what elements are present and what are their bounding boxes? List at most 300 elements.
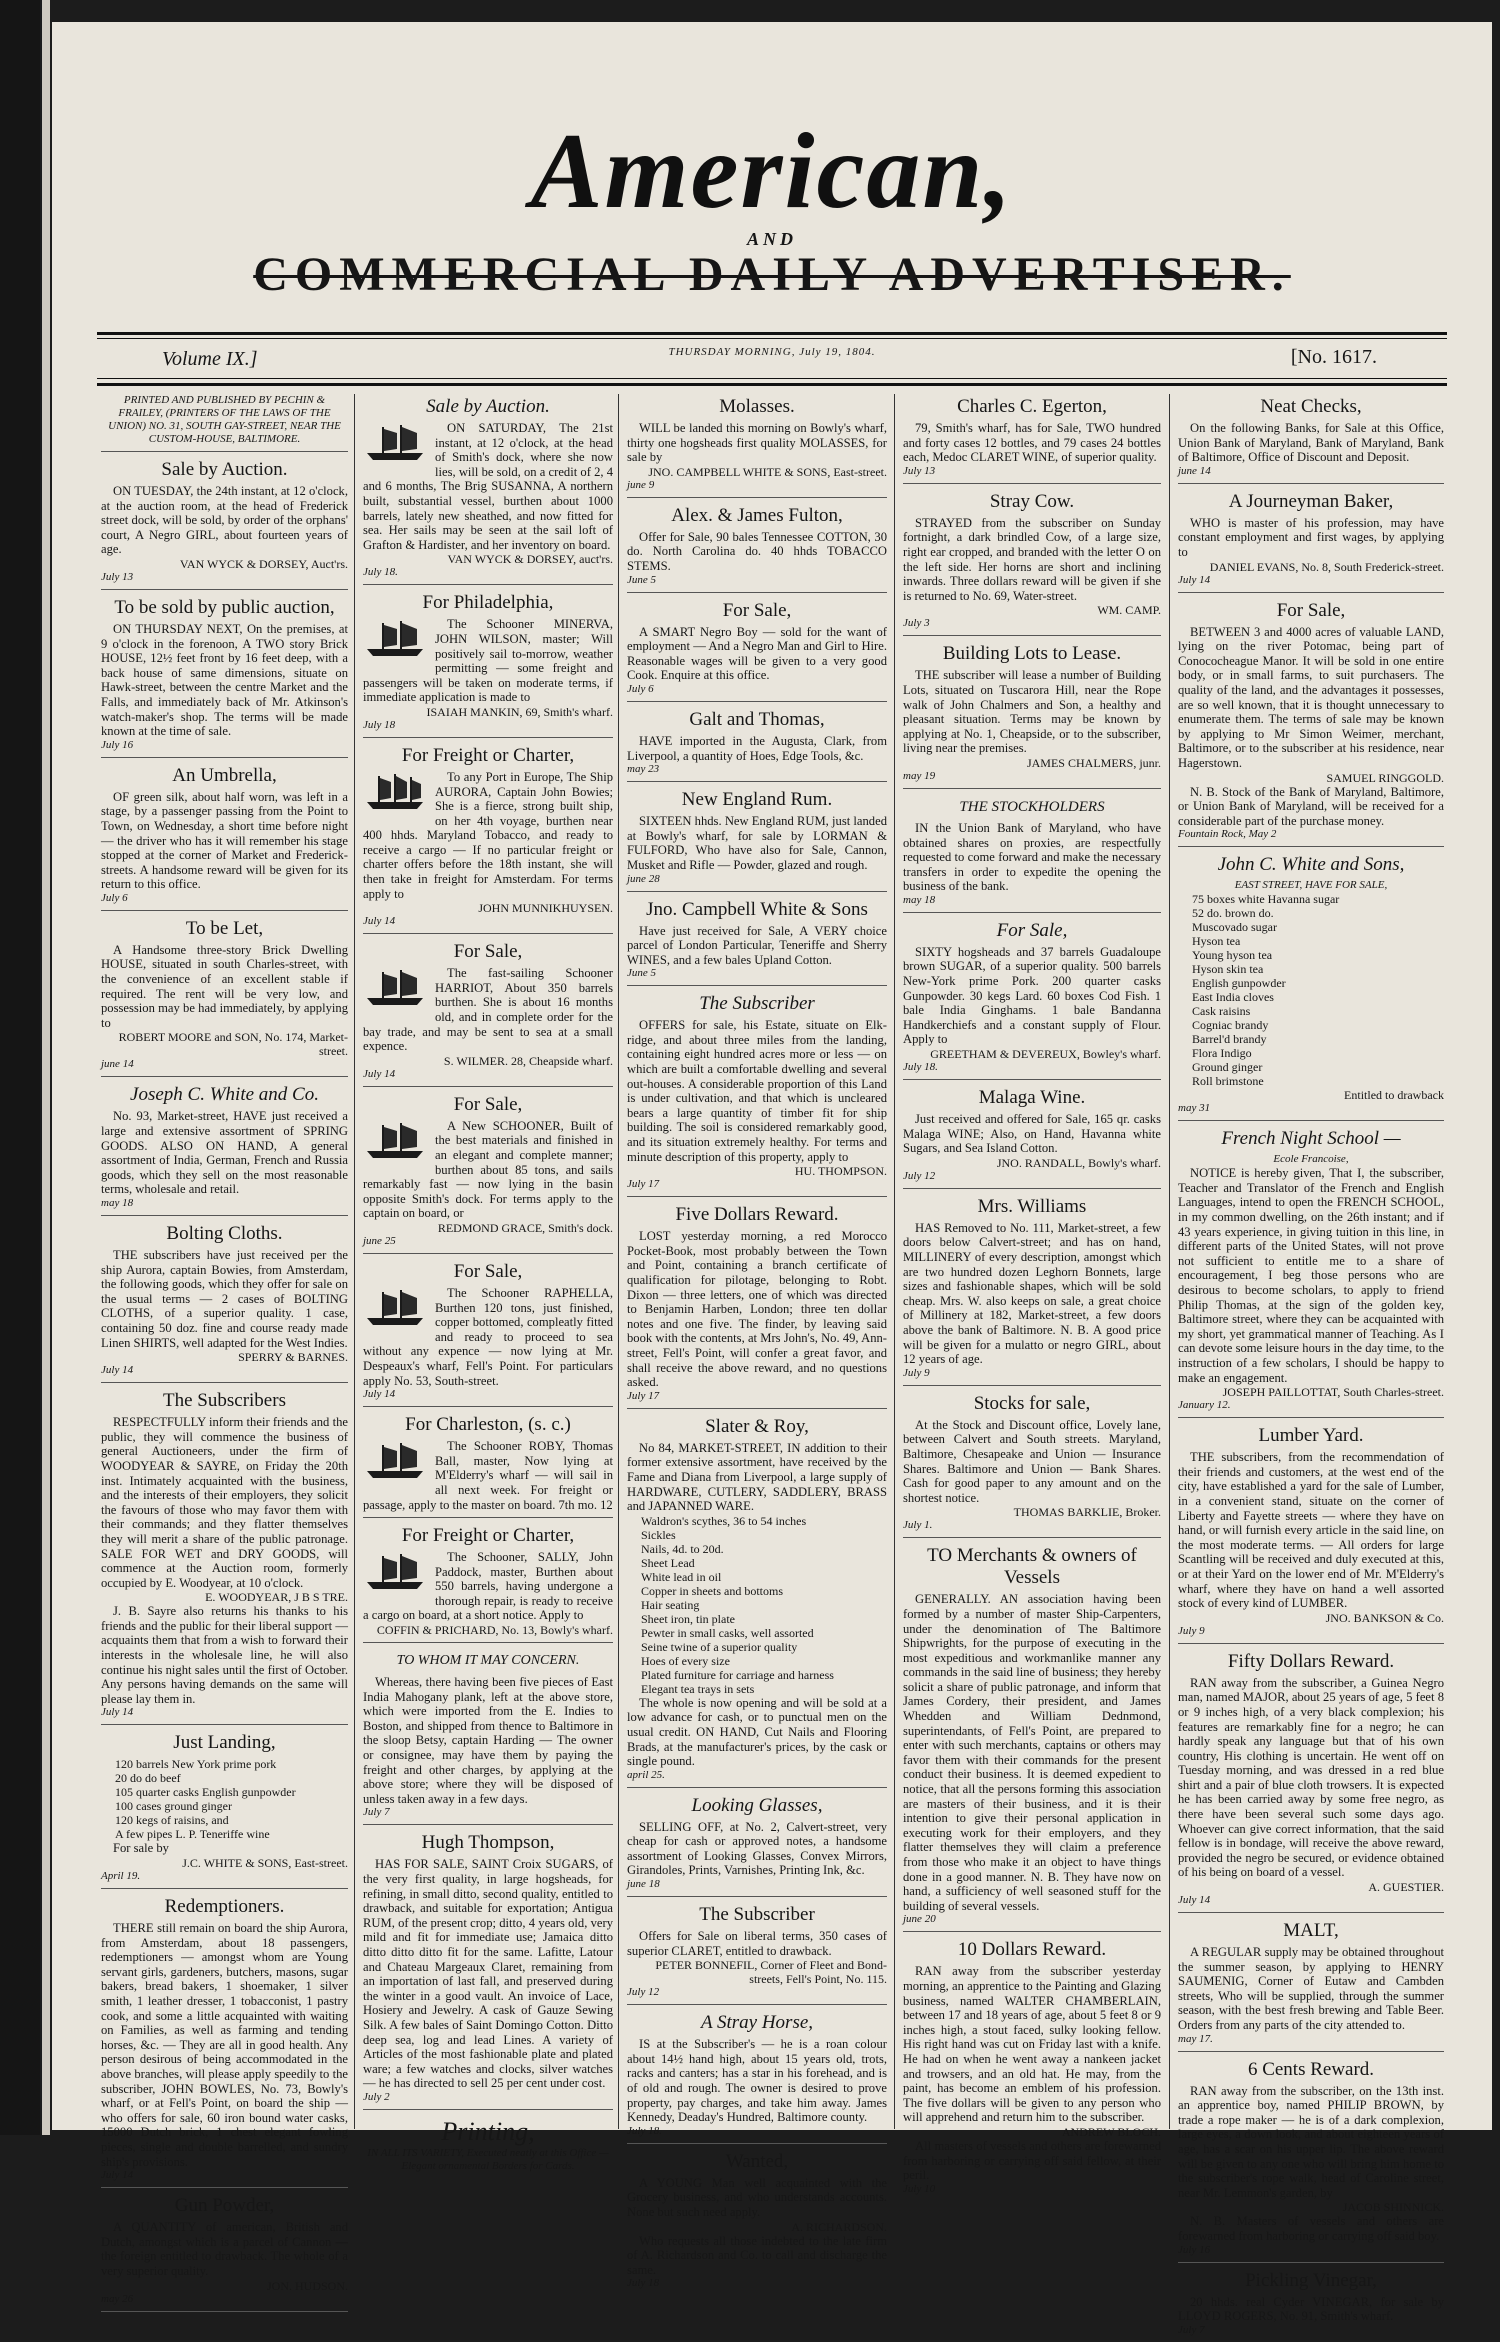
ad-signature: ROBERT MOORE and SON, No. 174, Market-street. <box>118 1030 348 1059</box>
ad-heading: Slater & Roy, <box>705 1415 809 1437</box>
ad-body: IN ALL ITS VARIETY, Executed neatly at this Office — Elegant ornamental Borders for Cards. <box>367 2146 609 2172</box>
column-2 <box>359 394 617 2172</box>
ad-french-school <box>1178 1128 1444 1418</box>
ad-body: THE subscribers, from the recommendation of their friends and customers, at the west end of the city, have established a yard for the sale of Lumber, in a convenient stand, situate on the corner of Liberty and Fayette streets — where they have on hand, or will furnish every article in the said line, on the most moderate terms. — All orders for large Scantling will be received and duly executed at this, or at their Yard on the lower end of Mr. M'Elderry's wharf, where they have on hand a well assorted stock of every kind of LUMBER. <box>1178 1450 1444 1611</box>
ad-heading: Gun Powder, <box>174 2195 275 2217</box>
ad-heading: For Philadelphia, <box>422 592 554 614</box>
ad-heading: Sale by Auction. <box>426 396 550 417</box>
ad-body: GENERALLY. AN association having been formed by a number of master Ship-Carpenters, under the denomination of The Baltimore Shipwrights, for the purpose of executing in the most expeditious and workmanlike manner any commands in the said line of business; they hereby solicit a share of public patronage, and inform that James Cordery, their president, and James Whedden and William Dednmond, superintendants, of Fell's Point, are prepared to enter with such merchants, captains or others may favor them with their commands for the present conduct their business. It is deemed expedient to notice, that all the persons forming this association are masters of their business, and it is their intention to give their personal application in executing work for their employers, and they flatter themselves they will claim a preference from those who make it an object to have things done in a good manner. N. B. They have now on hand, a sufficiency of well seasoned stuff for the building of several vessels. <box>903 1592 1161 1913</box>
ad-umbrella <box>101 765 348 911</box>
ship-icon <box>363 1288 429 1328</box>
ad-note: J. B. Sayre also returns his thanks to his friends and the public for their liberal support — acquaints them that from a wish to forward their interests in the wholesale line, he will also continue his night sales until the first of October. Any persons having demands on the same will please lay them in. <box>101 1604 348 1706</box>
dateline <box>97 344 1447 374</box>
imprint-text: PRINTED AND PUBLISHED BY PECHIN & FRAILEY, (PRINTERS OF THE LAWS OF THE UNION) NO. 31, SOUTH GAY-STREET, NEAR THE CUSTOM-HOUSE, BALTIMORE. <box>108 394 341 445</box>
ad-heading: Alex. & James Fulton, <box>671 504 843 526</box>
ad-new-schooner <box>363 1094 613 1254</box>
ad-body: THERE still remain on board the ship Aurora, from Amsterdam, about 18 passengers, redemptioners — amongst whom are Young servant girls, gardeners, butchers, masons, sugar bakers, bread bakers, 1 shoemaker, 1 silver smith, 1 leather dresser, 1 tobacconist, 1 pastry cook, and some a little acquainted with waiting on Families, as well as farming and tending horses, &c. — They are all in good health. Any person desirous of being accommodated in the above branches, will please apply speedily to the subscriber, JOHN BOWLES, No. 73, Bowly's wharf, or at Fell's Point, on board the ship — who offers for sale, 60 iron bound water casks, 15000 Dutch brick, 1 chest elegant fowling pieces, single and double barrelled, and sundry ship's provisions. <box>101 1921 348 2169</box>
ad-heading: Bolting Cloths. <box>166 1223 283 1244</box>
ad-heading: Looking Glasses, <box>691 1794 823 1816</box>
ship-icon <box>363 1441 429 1481</box>
ad-heading: Stocks for sale, <box>973 1392 1091 1414</box>
ad-egerton <box>903 396 1161 484</box>
ad-date: January 12. <box>1178 1399 1231 1412</box>
ad-date: may 26 <box>101 2292 134 2305</box>
ad-date: July 14 <box>101 1706 134 1719</box>
ad-heading: To be Let, <box>185 917 264 939</box>
list-item: Cogniac brandy <box>1192 1018 1269 1033</box>
ad-date: July 18 <box>627 2277 660 2290</box>
ship-icon <box>363 619 429 659</box>
list-item: Sheet iron, tin plate <box>641 1611 735 1626</box>
ad-body: OFFERS for sale, his Estate, situate on Elk-ridge, and about three miles from the landing, containing eight hundred acres more or less — on which are built a comfortable dwelling and several out-houses. A considerable proportion of this Land is under cultivation, and that which is uncleared bears a large quantity of timber fit for ship building. The soil is considered remarkably good, and its situation extremely healthy. For terms and minute description of this property, apply to <box>627 1018 887 1164</box>
ad-stockholders <box>903 796 1161 913</box>
ad-signature: PETER BONNEFIL, Corner of Fleet and Bond-streets, Fell's Point, No. 115. <box>655 1958 887 1987</box>
ad-five-dollars-reward <box>627 1204 887 1409</box>
ad-heading: Fifty Dollars Reward. <box>1227 1650 1395 1672</box>
ad-date: July 10 <box>903 2182 936 2195</box>
ad-heading: The Subscriber <box>699 993 815 1015</box>
ad-heading: Five Dollars Reward. <box>675 1204 839 1226</box>
ad-body: WHO is master of his profession, may have constant employment and first wages, by applying to <box>1178 515 1444 559</box>
issue-number: [No. 1617. <box>1290 346 1377 368</box>
ad-hugh-thompson <box>363 1832 613 2110</box>
volume-label: Volume IX.] <box>162 348 258 370</box>
ad-for-philadelphia <box>363 592 613 738</box>
list-item: Sickles <box>641 1527 676 1542</box>
ad-new-england-rum <box>627 789 887 891</box>
ad-signature: A. GUESTIER. <box>1368 1880 1444 1895</box>
ad-heading: MALT, <box>1283 1920 1339 1942</box>
ad-date: june 28 <box>627 872 660 885</box>
ad-date: may 18 <box>101 1197 134 1209</box>
ad-subscribers <box>101 1390 348 1725</box>
list-item: Muscovado sugar <box>1192 920 1277 935</box>
ad-signature: S. WILMER. 28, Cheapside wharf. <box>443 1053 613 1068</box>
ad-body: No. 93, Market-street, HAVE just received a large and extensive assortment of SPRING GOODS. ALSO ON HAND, A general assortment of India, German, French and Russia goods, which they sell on the most reasonable terms, wholesale and retail. <box>101 1109 348 1197</box>
ad-body: SELLING OFF, at No. 2, Calvert-street, very cheap for cash or approved notes, a handsome assortment of Looking Glasses, Convex Mirrors, Girandoles, Prints, Varnishes, Printing Ink, &c. <box>627 1819 887 1878</box>
ad-for-charleston <box>363 1414 613 1518</box>
ship-icon <box>363 772 429 812</box>
ad-heading: TO WHOM IT MAY CONCERN. <box>396 1653 580 1669</box>
ad-heading: Lumber Yard. <box>1258 1425 1364 1447</box>
ad-heading: For Sale, <box>1276 599 1346 621</box>
ad-stocks-for-sale <box>903 1393 1161 1539</box>
scan-paper-edge <box>42 0 50 2135</box>
ad-fulton <box>627 505 887 593</box>
masthead-title: American, <box>530 112 1014 231</box>
ad-slater-roy <box>627 1416 887 1788</box>
ad-schooner-raphella <box>363 1261 613 1407</box>
ad-date: may 23 <box>627 763 660 776</box>
ad-looking-glasses <box>627 1795 887 1897</box>
ad-signature: HU. THOMPSON. <box>794 1164 887 1179</box>
ad-schooner-harriot <box>363 941 613 1087</box>
list-item: Plated furniture for carriage and harness <box>641 1667 834 1682</box>
ad-body: The Schooner, SALLY, John Paddock, master, Burthen about 550 barrels, having undergone a thorough repair, is ready to receive a cargo on board, at a short notice. Apply to <box>363 1550 613 1623</box>
ad-journeyman-baker <box>1178 491 1444 593</box>
ad-brig-susanna <box>363 396 613 585</box>
ad-malt <box>1178 1920 1444 2052</box>
ad-note: N. B. Masters of vessels and others are forewarned from harboring or carrying off said boy. <box>1178 2214 1444 2243</box>
ship-icon <box>363 1552 429 1592</box>
list-item: Sheet Lead <box>641 1555 695 1570</box>
ad-date: July 7 <box>363 1806 390 1819</box>
ad-body: IS at the Subscriber's — he is a roan colour about 14½ hand high, about 15 years old, trots, racks and canters; has a star in his forehead, and is of old and rough. The owner is desired to prove property, pay charges, and take him away. James Kennedy, Deaday's Hundred, Baltimore county. <box>627 2037 887 2125</box>
ad-body: ON SATURDAY, The 21st instant, at 12 o'clock, at the head of Smith's dock, where she now lies, will be sold, on a credit of 2, 4 and 6 months, The Brig SUSANNA, A northern built, substantial vessel, burthen about 1000 barrels, lately new sheathed, and now fitted for sea. Her sails may be seen at the sail loft of Grafton & Hardister, and her inventory on board. <box>363 421 613 552</box>
list-item: A few pipes L. P. Teneriffe wine <box>115 1827 270 1842</box>
masthead <box>52 112 1492 301</box>
ad-date: July 12 <box>903 1169 936 1182</box>
ad-date: July 3 <box>903 617 930 630</box>
ad-note: N. B. Stock of the Bank of Maryland, Baltimore, or Union Bank of Maryland, will be received for a considerable part of the purchase money. <box>1178 784 1444 828</box>
ad-heading: Stray Cow. <box>989 490 1075 512</box>
ad-redemptioners <box>101 1896 348 2188</box>
list-item: East India cloves <box>1192 990 1274 1005</box>
ad-heading: Printing, <box>441 2116 535 2146</box>
ad-public-auction <box>101 597 348 758</box>
ad-signature: SPERRY & BARNES. <box>238 1350 348 1365</box>
list-item: Pewter in small casks, well assorted <box>641 1625 814 1640</box>
ad-body: ON TUESDAY, the 24th instant, at 12 o'clock, at the auction room, at the head of Frederick street dock, will be sold, by order of the orphans' court, A Negro GIRL, about fourteen years of age. <box>101 484 348 557</box>
ad-body: RAN away from the subscriber yesterday morning, an apprentice to the Painting and Glazing business, named WALTER CHAMBERLAIN, between 17 and 18 years of age, about 5 feet 8 or 9 inches high, a stout faced, sulky looking fellow. His right hand was cut on Friday last with a knife. He had on when he went away a nankeen jacket and trowsers, and an old hat. He may, from the paint, has become an emblem of his profession. The five dollars will be given to any person who will apprehend and return him to the subscriber. <box>903 1964 1161 2125</box>
ad-heading: Malaga Wine. <box>978 1087 1086 1109</box>
list-item: 100 cases ground ginger <box>115 1799 232 1814</box>
ad-claret <box>627 1904 887 2005</box>
ad-signature: JAMES CHALMERS, junr. <box>1026 755 1161 770</box>
ad-date: July 18. <box>363 566 398 579</box>
ad-pickling-vinegar <box>1178 2270 1444 2342</box>
list-item: Cask raisins <box>1192 1004 1251 1019</box>
ad-signature: WM. CAMP. <box>1097 603 1161 618</box>
ad-heading: For Sale, <box>453 941 523 963</box>
ad-signature: VAN WYCK & DORSEY, auct'rs. <box>447 552 613 567</box>
list-item: Roll brimstone <box>1192 1074 1264 1089</box>
ad-body: For sale by <box>113 1841 169 1856</box>
ad-heading: The Subscriber <box>699 1904 815 1926</box>
ad-body: 79, Smith's wharf, has for Sale, TWO hundred and forty cases 12 bottles, and 79 cases 24 bottles each, Medoc CLARET WINE, of superior quality. <box>903 421 1161 465</box>
ship-icon <box>363 1121 429 1161</box>
list-item: Copper in sheets and bottoms <box>641 1583 783 1598</box>
ad-signature: COFFIN & PRICHARD, No. 13, Bowly's wharf. <box>376 1623 613 1638</box>
ad-date: may 31 <box>1178 1102 1211 1115</box>
ad-body: WILL be landed this morning on Bowly's wharf, thirty one hogsheads first quality MOLASSES, for sale by <box>627 421 887 465</box>
ad-heading: For Freight or Charter, <box>401 1525 575 1547</box>
ad-note: All masters of vessels and others are forewarned from harboring or carrying off said fellow, at their peril. <box>903 2138 1161 2183</box>
columns <box>97 394 1452 2336</box>
ad-heading: Galt and Thomas, <box>689 708 825 730</box>
ad-bolting-cloths <box>101 1223 348 1383</box>
list-item: Hyson tea <box>1192 934 1241 949</box>
ad-body: BETWEEN 3 and 4000 acres of valuable LAND, lying on the river Potomac, being part of Conococheague Manor. It will be sold in one entire body, or in small farms, to suit purchasers. The quality of the land, and the advantages it possesses, are so well known, that it is thought unnecessary to enumerate them. The terms of sale may be known by applying to Mr Simon Weimer, merchant, Baltimore, or to the subscriber at his residence, near Hagerstown. <box>1178 624 1444 770</box>
ad-date: July 12 <box>627 1986 660 1999</box>
column-5 <box>1174 394 1448 2336</box>
dateline-rule-thin <box>97 378 1447 379</box>
ad-signature: A. RICHARDSON. <box>791 2219 887 2234</box>
ad-body: A New SCHOONER, Built of the best materials and finished in an elegant and complete manner; burthen about 85 tons, and sails remarkably fast — now lying in the basin opposite Smith's dock. For terms apply to the captain on board, or <box>363 1118 613 1221</box>
ad-body: To any Port in Europe, The Ship AURORA, Captain John Bowies; She is a fierce, strong built ship, on her 4th voyage, burthen near 400 hhds. Maryland Tobacco, and ready to receive a cargo — If no particular freight or charter offers before the 18th instant, she will then take in freight for Amsterdam. For terms apply to <box>363 769 613 901</box>
ad-heading: For Freight or Charter, <box>401 744 575 766</box>
ad-stray-horse <box>627 2012 887 2144</box>
ad-body: RAN away from the subscriber, a Guinea Negro man, named MAJOR, about 25 years of age, 5 feet 8 or 9 inches high, of a very black complexion; his features are remarkably fine for a negro; he can hardly speak any language but that of his own country, His clothing is uncertain. He went off on Tuesday morning, and was dressed in a red blue shirt and a pair of blue cloth trowsers. It is expected he has been carried away by some free negro, as there have been several such some days ago. Whoever can give correct information, that the said fellow is in bondage, will receive the above reward, provided the negro be secured, or evidence obtained of his being on board of a vessel. <box>1178 1675 1444 1880</box>
ad-gun-powder <box>101 2195 348 2311</box>
ad-sale-by-auction <box>101 459 348 590</box>
ad-for-sale-boy <box>627 600 887 702</box>
ad-signature: DANIEL EVANS, No. 8, South Frederick-street. <box>1209 559 1444 574</box>
ad-stray-cow <box>903 491 1161 637</box>
ad-body: HAS FOR SALE, SAINT Croix SUGARS, of the very first quality, in large hogsheads, for refining, in small ditto, second quality, entitled to drawback, and suitable for exportation; Antigua RUM, of the present crop; ditto, 4 years old, very mild and fit for immediate use; Jamaica ditto ditto ditto ditto fit for the same. Lafitte, Latour and Chateau Margeaux Claret, remaining from an importation of last fall, and preserved during the winter in a good vault. An invoice of Lace, Hosiery and Jewelry. A cask of Gauze Sewing Silk. A few bales of Saint Domingo Cotton. Ditto deep sea, log and lead Lines. A variety of Articles of the most fashionable plate and plated ware; a few watches and clocks, silver watches — he has directed to sell 25 per cent under cost. <box>363 1857 613 2091</box>
ad-date: July 16 <box>1178 2243 1211 2256</box>
ad-signature: GREETHAM & DEVEREUX, Bowley's wharf. <box>930 1047 1161 1062</box>
list-item: Flora Indigo <box>1192 1046 1252 1061</box>
ad-heading: THE STOCKHOLDERS <box>959 798 1105 815</box>
column-1 <box>97 394 352 2305</box>
ad-just-landing <box>101 1732 348 1889</box>
ad-galt-thomas <box>627 709 887 782</box>
newspaper-page <box>52 22 1492 2336</box>
ad-date: July 14 <box>101 2169 134 2182</box>
ad-body: The fast-sailing Schooner HARRIOT, About 350 barrels burthen. She is about 16 months old, and in complete order for the bay trade, and may be sent to sea at a small expence. <box>363 966 613 1054</box>
ad-body: A Handsome three-story Brick Dwelling HOUSE, situated in south Charles-street, with the convenience of an excellent stable if required. The rent will be very low, and possession may be had immediately, by applying to <box>101 942 348 1030</box>
ad-body: IN the Union Bank of Maryland, who have obtained shares on proxies, are respectfully requested to come forward and make the necessary transfers in order to expedite the opening the business of the bank. <box>903 820 1161 894</box>
ad-subheading: EAST STREET, HAVE FOR SALE, <box>1234 879 1388 892</box>
list-item: 120 barrels New York prime pork <box>115 1757 277 1772</box>
ad-heading: Hugh Thompson, <box>421 1832 555 1854</box>
ad-date: July 14 <box>1178 573 1211 586</box>
list-item: 120 kegs of raisins, and <box>115 1813 229 1828</box>
masthead-and: AND <box>746 229 797 249</box>
ad-heading: French Night School — <box>1221 1128 1401 1150</box>
column-3 <box>623 394 891 2290</box>
list-item: 75 boxes white Havanna sugar <box>1192 892 1340 907</box>
list-item: 20 do do beef <box>115 1771 181 1786</box>
ad-date: July 17 <box>627 1389 660 1402</box>
ad-body: A YOUNG Man well acquainted with the Grocery business, and who understands accounts. None but such need apply. <box>627 2175 887 2219</box>
ad-body: A SMART Negro Boy — sold for the want of employment — And a Negro Man and Girl to Hire. Reasonable wages will be given to a very good Cook. Enquire at this office. <box>627 624 887 683</box>
ad-date: june 14 <box>1178 464 1211 477</box>
ad-heading: Charles C. Egerton, <box>957 396 1107 417</box>
list-item: Seine twine of a superior quality <box>641 1639 798 1654</box>
ad-campbell-white <box>627 899 887 987</box>
ad-date: april 25. <box>627 1768 665 1781</box>
ad-heading: Molasses. <box>719 396 795 417</box>
ad-body: The Schooner ROBY, Thomas Ball, master, Now lying at M'Elderry's wharf — will sail in all next week. For freight or passage, apply to the master on board. 7th mo. 12 <box>363 1439 613 1512</box>
scan-dark-margin <box>0 0 40 2135</box>
ad-body: HAS Removed to No. 111, Market-street, a few doors below Calvert-street; and has on hand, MILLINERY of every description, amongst which are two hundred dozen Leghorn Bonnets, large sizes and fashionable shapes, which will be sold cheap. Mrs. W. also keeps on sale, a great choice of Millinery at 182, Market-street, a few doors above the bank of Baltimore. N. B. A good price will be given for a mulatto or negro GIRL, about 12 years of age. <box>903 1220 1161 1367</box>
list-item: Elegant tea trays in sets <box>641 1681 755 1696</box>
ad-body: THE subscriber will lease a number of Building Lots, situated on Tuscarora Hill, near the Rope walk of John Chalmers and Son, a healthy and pleasant situation. Terms may be known by applying at No. 1, Cheapside, or to the subscriber, living near the premises. <box>903 668 1161 756</box>
ad-to-be-let <box>101 918 348 1078</box>
ad-heading: Jno. Campbell White & Sons <box>646 898 868 920</box>
ad-signature: J.C. WHITE & SONS, East-street. <box>182 1856 348 1871</box>
ad-signature: JOSEPH PAILLOTTAT, South Charles-street. <box>1222 1385 1444 1400</box>
ad-heading: An Umbrella, <box>172 764 277 786</box>
list-item: 52 do. brown do. <box>1192 906 1274 921</box>
ad-signature: VAN WYCK & DORSEY, Auct'rs. <box>179 556 348 571</box>
ad-signature: SAMUEL RINGGOLD. <box>1326 770 1444 785</box>
ad-date: July 9 <box>903 1366 930 1379</box>
ad-signature: JOHN MUNNIKHUYSEN. <box>478 901 613 916</box>
ad-merchants-owners <box>903 1545 1161 1932</box>
ad-schooner-sally <box>363 1525 613 1643</box>
ad-date: July 14 <box>1178 1894 1211 1907</box>
ad-heading: For Charleston, (s. c.) <box>405 1414 571 1436</box>
masthead-subtitle: COMMERCIAL DAILY ADVERTISER. <box>253 248 1291 301</box>
list-item: Nails, 4d. to 20d. <box>641 1541 724 1556</box>
ad-date: April 19. <box>101 1870 141 1883</box>
ad-heading: John C. White and Sons, <box>1217 854 1405 876</box>
ad-heading: A Stray Horse, <box>700 2012 814 2034</box>
ad-heading: The Subscribers <box>163 1390 286 1412</box>
list-item: Ground ginger <box>1192 1060 1263 1075</box>
ad-body: 20 hhds. real Cyder VINEGAR, for sale by LLOYD ROGERS, No. 91, Smith's wharf. <box>1178 2294 1444 2324</box>
ad-heading: For Sale, <box>453 1093 523 1115</box>
ad-body: THE subscribers have just received per the ship Aurora, captain Bowies, from Amsterdam, the following goods, which they offer for sale on the usual terms — 2 cases of BOLTING CLOTHS, of a superior quality. 1 case, containing 50 doz. fine and course ready made Linen SHIRTS, well adapted for the West Indies. <box>101 1248 348 1350</box>
ad-body: Whereas, there having been five pieces of East India Mahogany plank, left at the above store, which were imported from the E. Indies to Boston, and shipped from thence to Baltimore in the sloop Betsy, captain Harding — The owner or consignee, may have them by paying the freight and other charges, by applying at the above store; where they will be disposed of unless taken away in a few days. <box>363 1675 613 1806</box>
ad-fifty-dollars-reward <box>1178 1651 1444 1913</box>
ad-signature: REDMOND GRACE, Smith's dock. <box>437 1220 613 1235</box>
ad-date: July 18. <box>627 2124 662 2137</box>
ad-body: SIXTEEN hhds. New England RUM, just landed at Bowly's wharf, for sale by LORMAN & FULFORD, Who have also for Sale, Cannon, Musket and Rifle — Powder, glazed and rough. <box>627 814 887 872</box>
ad-heading: For Sale, <box>453 1260 523 1282</box>
ad-estate-for-sale <box>627 993 887 1197</box>
ad-note: The whole is now opening and will be sold at a low advance for cash, or to punctual men on the usual credit. ON HAND, Cut Nails and Flooring Brads, at the manufacturer's prices, by the cask or single pound. <box>627 1695 887 1769</box>
list-item: Hyson skin tea <box>1192 962 1264 977</box>
ad-date: june 18 <box>627 1878 660 1891</box>
ad-heading: To be sold by public auction, <box>114 596 335 618</box>
ad-body: ON THURSDAY NEXT, On the premises, at 9 o'clock in the forenoon, A TWO story Brick HOUSE, 12½ feet front by 16 feet deep, with a back house of same dimensions, situate on Hawk-street, between the centre Market and the Falls, and immediately back of Mr. Atkinson's watch-maker's shop. The terms will be made known at the time of sale. <box>101 621 348 739</box>
ad-signature: THOMAS BARKLIE, Broker. <box>1013 1505 1161 1520</box>
ad-signature: JNO. BANKSON & Co. <box>1325 1610 1444 1625</box>
ad-body: Offers for Sale on liberal terms, 350 cases of superior CLARET, entitled to drawback. <box>627 1929 887 1958</box>
ad-heading: Mrs. Williams <box>977 1195 1087 1217</box>
ad-date: July 17 <box>627 1178 660 1191</box>
list-item: Waldron's scythes, 36 to 54 inches <box>641 1513 807 1528</box>
ad-freight-aurora <box>363 745 613 934</box>
ad-date: July 2 <box>363 2090 390 2103</box>
ad-body: RESPECTFULLY inform their friends and the public, they will commence the business of general Auctioneers, under the firm of WOODYEAR & SAYRE, on Friday the 20th inst. Intimately acquainted with the business, and the interests of their employers, they solicit the favours of those who may favor them with their commands; and they flatter themselves they will merit a share of the public patronage. SALE FOR WET and DRY GOODS, will commence at the Auction room, formerly occupied by E. Woodyear, at 10 o'clock. <box>101 1415 348 1590</box>
ad-heading: 10 Dollars Reward. <box>957 1939 1107 1961</box>
ad-signature: JNO. RANDALL, Bowly's wharf. <box>996 1155 1161 1170</box>
ad-mrs-williams <box>903 1196 1161 1386</box>
ad-note: Entitled to drawback <box>1344 1088 1444 1103</box>
list-item: English gunpowder <box>1192 976 1286 991</box>
ad-signature: ANDREW BLOCH. <box>1061 2124 1161 2139</box>
ad-date: may 17. <box>1178 2032 1213 2045</box>
column-4 <box>899 394 1165 2195</box>
list-item: Hoes of every size <box>641 1653 730 1668</box>
ad-body: RAN away from the subscriber, on the 13th inst. an apprentice boy, named PHILIP BROWN, by trade a rope maker — he is of a dark complexion, large eyes, a down look, and about eighteen years of age, has a scar on his upper lip. The above reward will be given to any one who will bring him home to the subscriber's rope walk, head of Caroline street, near Mr. Lemmon's garden, by <box>1178 2083 1444 2200</box>
ad-signature: ISAIAH MANKIN, 69, Smith's wharf. <box>426 704 613 719</box>
ad-date: July 9 <box>1178 1624 1205 1637</box>
ad-for-sale-sugar <box>903 920 1161 1080</box>
ad-date: July 18. <box>903 1061 938 1074</box>
list-item: Hair seating <box>641 1597 700 1612</box>
ad-date: July 1. <box>903 1519 933 1532</box>
ad-body: The Schooner MINERVA, JOHN WILSON, master; Will positively sail to-morrow, weather permitting — some freight and passengers will be taken on moderate terms, if immediate application is made to <box>363 617 613 705</box>
ad-heading: TO Merchants & owners of Vessels <box>927 1545 1137 1589</box>
ad-subheading: Ecole Francoise, <box>1273 1153 1349 1166</box>
ad-body: OF green silk, about half worn, was left in a stage, by a passenger passing from the Point to Town, on Wednesday, a short time before night — the driver who has it will remember his stage stopped at the corner of Market and Frederick-streets. A handsome reward will be given for its return to this office. <box>101 789 348 892</box>
ship-icon <box>363 968 429 1008</box>
ad-neat-checks <box>1178 396 1444 484</box>
ad-building-lots <box>903 643 1161 789</box>
ad-ten-dollars-reward <box>903 1939 1161 2200</box>
ad-body: At the Stock and Discount office, Lovely lane, between Calvert and South streets. Maryland, Baltimore, Chesapeake and Union — Insurance Shares. Baltimore and Union — Bank Shares. Cash for good paper to any amount and on the shortest notice. <box>903 1417 1161 1505</box>
ad-malaga-wine <box>903 1087 1161 1189</box>
ad-date: July 16 <box>101 738 134 751</box>
ad-date: July 6 <box>627 682 654 695</box>
ad-john-white-sons <box>1178 854 1444 1121</box>
ad-date: July 13 <box>903 464 936 477</box>
issue-date: THURSDAY MORNING, July 19, 1804. <box>668 346 876 358</box>
ad-six-cents-reward <box>1178 2059 1444 2263</box>
ad-body: The Schooner RAPHELLA, Burthen 120 tons, just finished, copper bottomed, compleatly fitted and ready to proceed to sea without any expence — now lying at Mr. Despeaux's wharf, Fell's Point. For particulars apply No. 53, South-street. <box>363 1285 613 1388</box>
ad-heading: 6 Cents Reward. <box>1247 2058 1375 2080</box>
ad-date: July 14 <box>363 1067 396 1080</box>
ad-heading: New England Rum. <box>681 789 833 811</box>
ad-body: Just received and offered for Sale, 165 qr. casks Malaga WINE; Also, on Hand, Havanna white Sugars, and Sea Island Cotton. <box>903 1112 1161 1156</box>
ad-joseph-white <box>101 1084 348 1216</box>
masthead-rule-top <box>97 332 1447 335</box>
ad-body: LOST yesterday morning, a red Morocco Pocket-Book, most probably between the Town and Point, containing a branch certificate of qualification for pilotage, belonging to Robt. Dixon — three letters, one of which was directed to Benjamin Harben, London; three ten dollar notes and one five. The finder, by leaving said book with the contents, at Mrs John's, No. 49, Ann-street, Fell's Point, will confer a great favor, and shall receive the above reward, and no questions asked. <box>627 1229 887 1390</box>
ad-body: SIXTY hogsheads and 37 barrels Guadaloupe brown SUGAR, of a superior quality. 500 barrels New-York prime Pork. 200 quarter casks Gunpowder. 30 kegs Lard. 60 boxes Cod Fish. 1 bale India Ginghams. 1 bale Bandanna Handkerchiefs and a constant supply of Flour. Apply to <box>903 944 1161 1047</box>
ad-date: July 6 <box>101 891 128 904</box>
ad-signature: JACOB SHINNICK. <box>1342 2200 1444 2215</box>
ad-molasses <box>627 396 887 498</box>
ad-body: NOTICE is hereby given, That I, the subscriber, Teacher and Translator of the French and English Languages, intend to open the FRENCH SCHOOL, in my common dwelling, on the 26th instant; and if 43 years experience, in giving tuition in this line, in different parts of the United States, will not prove not sufficient to entitle me to a share of encouragement, I beg those persons who are desirous to become scholars, to apply to friend Philip Thomas, at the sign of the golden key, Baltimore street, where they can be acquainted with my short, yet grammatical manner of Teaching. As I can devote some leisure hours in the day time, to the instruction of a few scholars, I should be happy to make an engagement. <box>1178 1166 1444 1385</box>
ad-lumber-yard <box>1178 1425 1444 1644</box>
ad-heading: Pickling Vinegar, <box>1245 2269 1377 2291</box>
dateline-rule-thick <box>97 383 1447 386</box>
ad-body: A REGULAR supply may be obtained throughout the summer season, by applying to HENRY SAUMENIG, Corner of Eutaw and Cambden streets, Who will be supplied, through the summer season, with the best fresh brewing and Table Beer. Orders from any parts of the city attended to. <box>1178 1945 1444 2032</box>
ad-heading: A Journeyman Baker, <box>1228 490 1394 512</box>
ad-date: Fountain Rock, May 2 <box>1178 828 1277 841</box>
ad-date: July 7 <box>1178 2323 1205 2336</box>
ad-date: July 14 <box>101 1364 134 1377</box>
printer-imprint <box>101 394 348 452</box>
ad-date: July 13 <box>101 570 134 583</box>
ad-date: July 14 <box>363 915 396 928</box>
list-item: White lead in oil <box>641 1569 722 1584</box>
ad-date: June 5 <box>627 573 657 586</box>
ad-heading: Neat Checks, <box>1260 396 1362 417</box>
ad-date: July 18 <box>363 718 396 731</box>
ad-date: may 18 <box>903 893 936 906</box>
ad-to-whom-it-may-concern <box>363 1650 613 1825</box>
ad-land-for-sale <box>1178 600 1444 848</box>
ad-heading: Building Lots to Lease. <box>942 643 1122 665</box>
ad-body: A QUANTITY of american, British and Dutch, amongst which is a parcel of Cannon — the foreign entitled to drawback. The whole of a very superior quality. <box>101 2220 348 2278</box>
ad-date: June 5 <box>627 967 657 980</box>
ad-printing <box>363 2117 613 2178</box>
ad-note: Who requests all those indebted to the late firm of A. Richardson and Co. to call and discharge the same. <box>627 2233 887 2277</box>
ad-body: No 84, MARKET-STREET, IN addition to their former extensive assortment, have received by the Fame and Diana from Liverpool, a large supply of HARDWARE, CUTLERY, SADDLERY, BRASS and JAPANNED WARE. <box>627 1440 887 1514</box>
masthead-rule-thin <box>97 338 1447 339</box>
ad-body: STRAYED from the subscriber on Sunday fortnight, a dark brindled Cow, of a large size, right ear cropped, and branded with the letter O on the left side. Her horns are short and inclining inwards. Three dollars reward will be given if she is returned to No. 69, Water-street. <box>903 515 1161 603</box>
list-item: Young hyson tea <box>1192 948 1273 963</box>
list-item: Barrel'd brandy <box>1192 1032 1267 1047</box>
ad-date: june 14 <box>101 1058 134 1071</box>
ad-body: Offer for Sale, 90 bales Tennessee COTTON, 30 do. North Carolina do. 40 hhds TOBACCO STEMS. <box>627 529 887 573</box>
ad-heading: Just Landing, <box>173 1732 276 1754</box>
ad-wanted <box>627 2151 887 2296</box>
ad-signature: E. WOODYEAR, J B S TRE. <box>205 1590 348 1605</box>
ad-heading: Wanted, <box>725 2150 789 2172</box>
ad-heading: Redemptioners. <box>164 1896 285 1918</box>
ship-icon <box>363 423 429 463</box>
ad-heading: For Sale, <box>722 599 792 621</box>
ad-body: HAVE imported in the Augusta, Clark, from Liverpool, a quantity of Hoes, Edge Tools, &c. <box>627 733 887 763</box>
